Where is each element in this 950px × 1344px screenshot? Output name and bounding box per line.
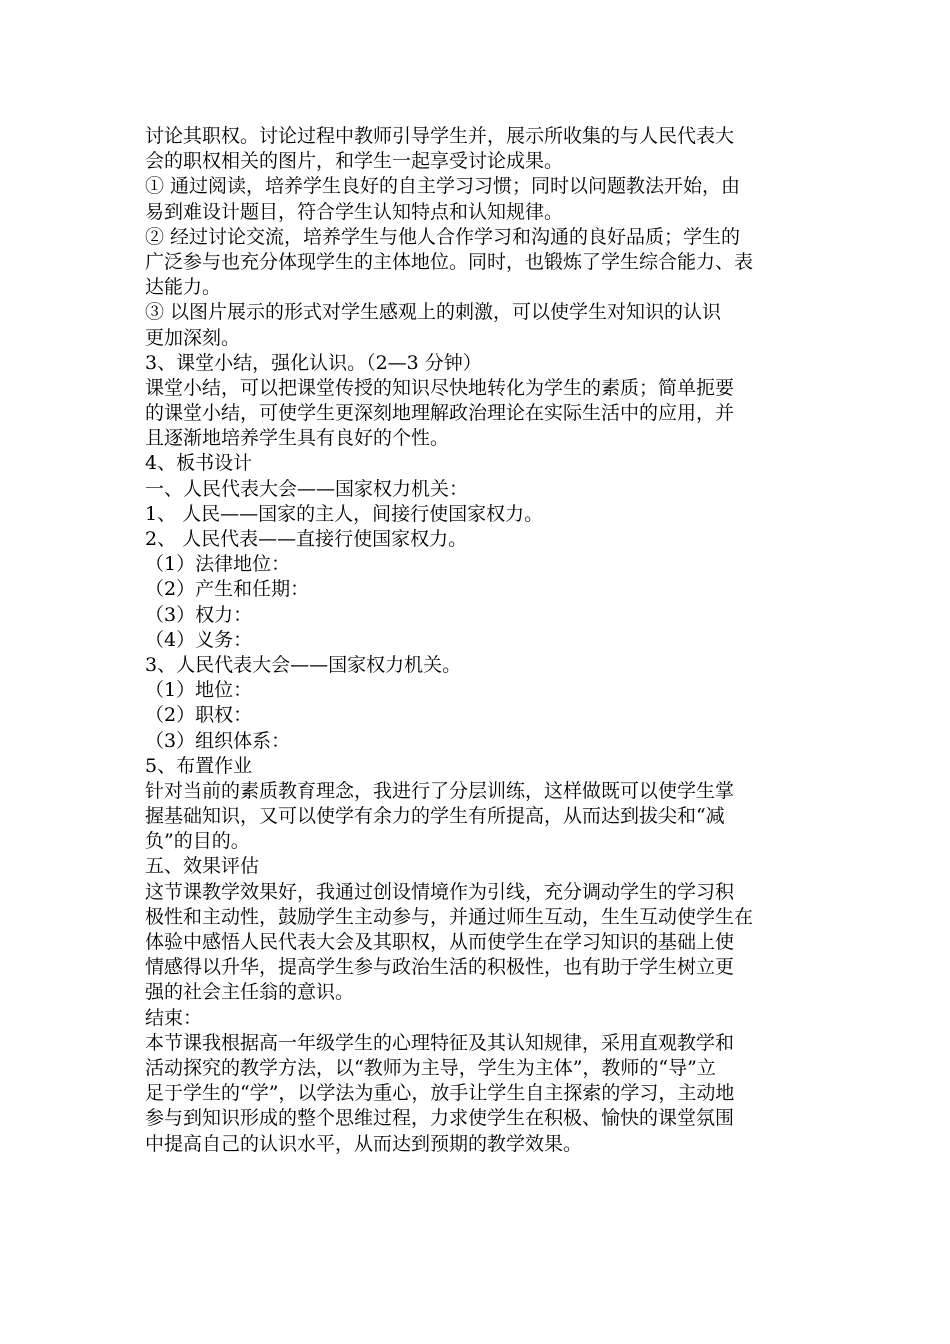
text-line: （1）地位： [145, 679, 253, 702]
section-heading: 5、布置作业 [145, 754, 253, 777]
text-line: 这节课教学效果好，我通过创设情境作为引线，充分调动学生的学习积 [145, 880, 735, 903]
text-line: 体验中感悟人民代表大会及其职权，从而使学生在学习知识的基础上使 [145, 931, 735, 953]
text-line: 3、人民代表大会——国家权力机关。 [145, 653, 462, 676]
text-line: 1、 人民——国家的主人，间接行使国家权力。 [145, 502, 544, 525]
text-line: 会的职权相关的图片，和学生一起享受讨论成果。 [145, 150, 564, 173]
text-line: 握基础知识，又可以使学有余力的学生有所提高，从而达到拔尖和“减 [145, 805, 725, 828]
text-line: 的课堂小结，可使学生更深刻地理解政治理论在实际生活中的应用，并 [145, 402, 735, 425]
text-line: （3）组织体系： [145, 729, 291, 752]
text-line: 本节课我根据高一年级学生的心理特征及其认知规律，采用直观教学和 [145, 1031, 735, 1054]
text-line: 广泛参与也充分体现学生的主体地位。同时，也锻炼了学生综合能力、表 [145, 250, 754, 273]
text-line: 易到难设计题目，符合学生认知特点和认知规律。 [145, 200, 564, 223]
text-line: （2）职权： [145, 704, 253, 727]
section-heading: 4、板书设计 [145, 452, 253, 475]
text-line: ① 通过阅读，培养学生良好的自主学习习惯；同时以问题教法开始，由 [145, 175, 741, 198]
text-line: ② 经过讨论交流，培养学生与他人合作学习和沟通的良好品质；学生的 [145, 225, 741, 248]
text-line: 讨论其职权。讨论过程中教师引导学生并，展示所收集的与人民代表大 [145, 125, 735, 147]
text-line: （1）法律地位： [145, 553, 291, 576]
text-line: 课堂小结，可以把课堂传授的知识尽快地转化为学生的素质；简单扼要 [145, 376, 735, 399]
text-line: 参与到知识形成的整个思维过程，力求使学生在积极、愉快的课堂氛围 [145, 1107, 735, 1130]
text-line: 达能力。 [145, 276, 222, 299]
text-line: 针对当前的素质教育理念，我进行了分层训练，这样做既可以使学生掌 [145, 779, 735, 802]
section-heading: 五、效果评估 [145, 855, 260, 878]
text-line: 更加深刻。 [145, 326, 241, 349]
text-line: 且逐渐地培养学生具有良好的个性。 [145, 427, 450, 450]
section-heading: 结束： [145, 1006, 203, 1029]
text-line: 2、 人民代表——直接行使国家权力。 [145, 528, 468, 550]
text-line: ③ 以图片展示的形式对学生感观上的刺激，可以使学生对知识的认识 [145, 301, 722, 324]
text-line: 中提高自己的认识水平，从而达到预期的教学效果。 [145, 1132, 583, 1155]
section-heading: 3、课堂小结，强化认识。（2—3 分钟） [145, 351, 482, 374]
document-body [145, 124, 805, 1157]
text-line: 负”的目的。 [145, 830, 250, 853]
text-line: （2）产生和任期： [145, 578, 310, 601]
text-line: （4）义务： [145, 628, 253, 651]
text-line: 强的社会主任翁的意识。 [145, 981, 355, 1004]
text-line: 足于学生的“学”，以学法为重心，放手让学生自主探索的学习，主动地 [145, 1082, 735, 1105]
text-line: 一、人民代表大会——国家权力机关： [145, 477, 469, 500]
text-line: 极性和主动性，鼓励学生主动参与，并通过师生互动，生生互动使学生在 [145, 905, 754, 928]
text-line: 情感得以升华，提高学生参与政治生活的积极性，也有助于学生树立更 [145, 956, 735, 979]
text-line: 活动探究的教学方法，以“教师为主导，学生为主体”，教师的“导”立 [145, 1056, 716, 1079]
text-line: （3）权力： [145, 603, 253, 626]
